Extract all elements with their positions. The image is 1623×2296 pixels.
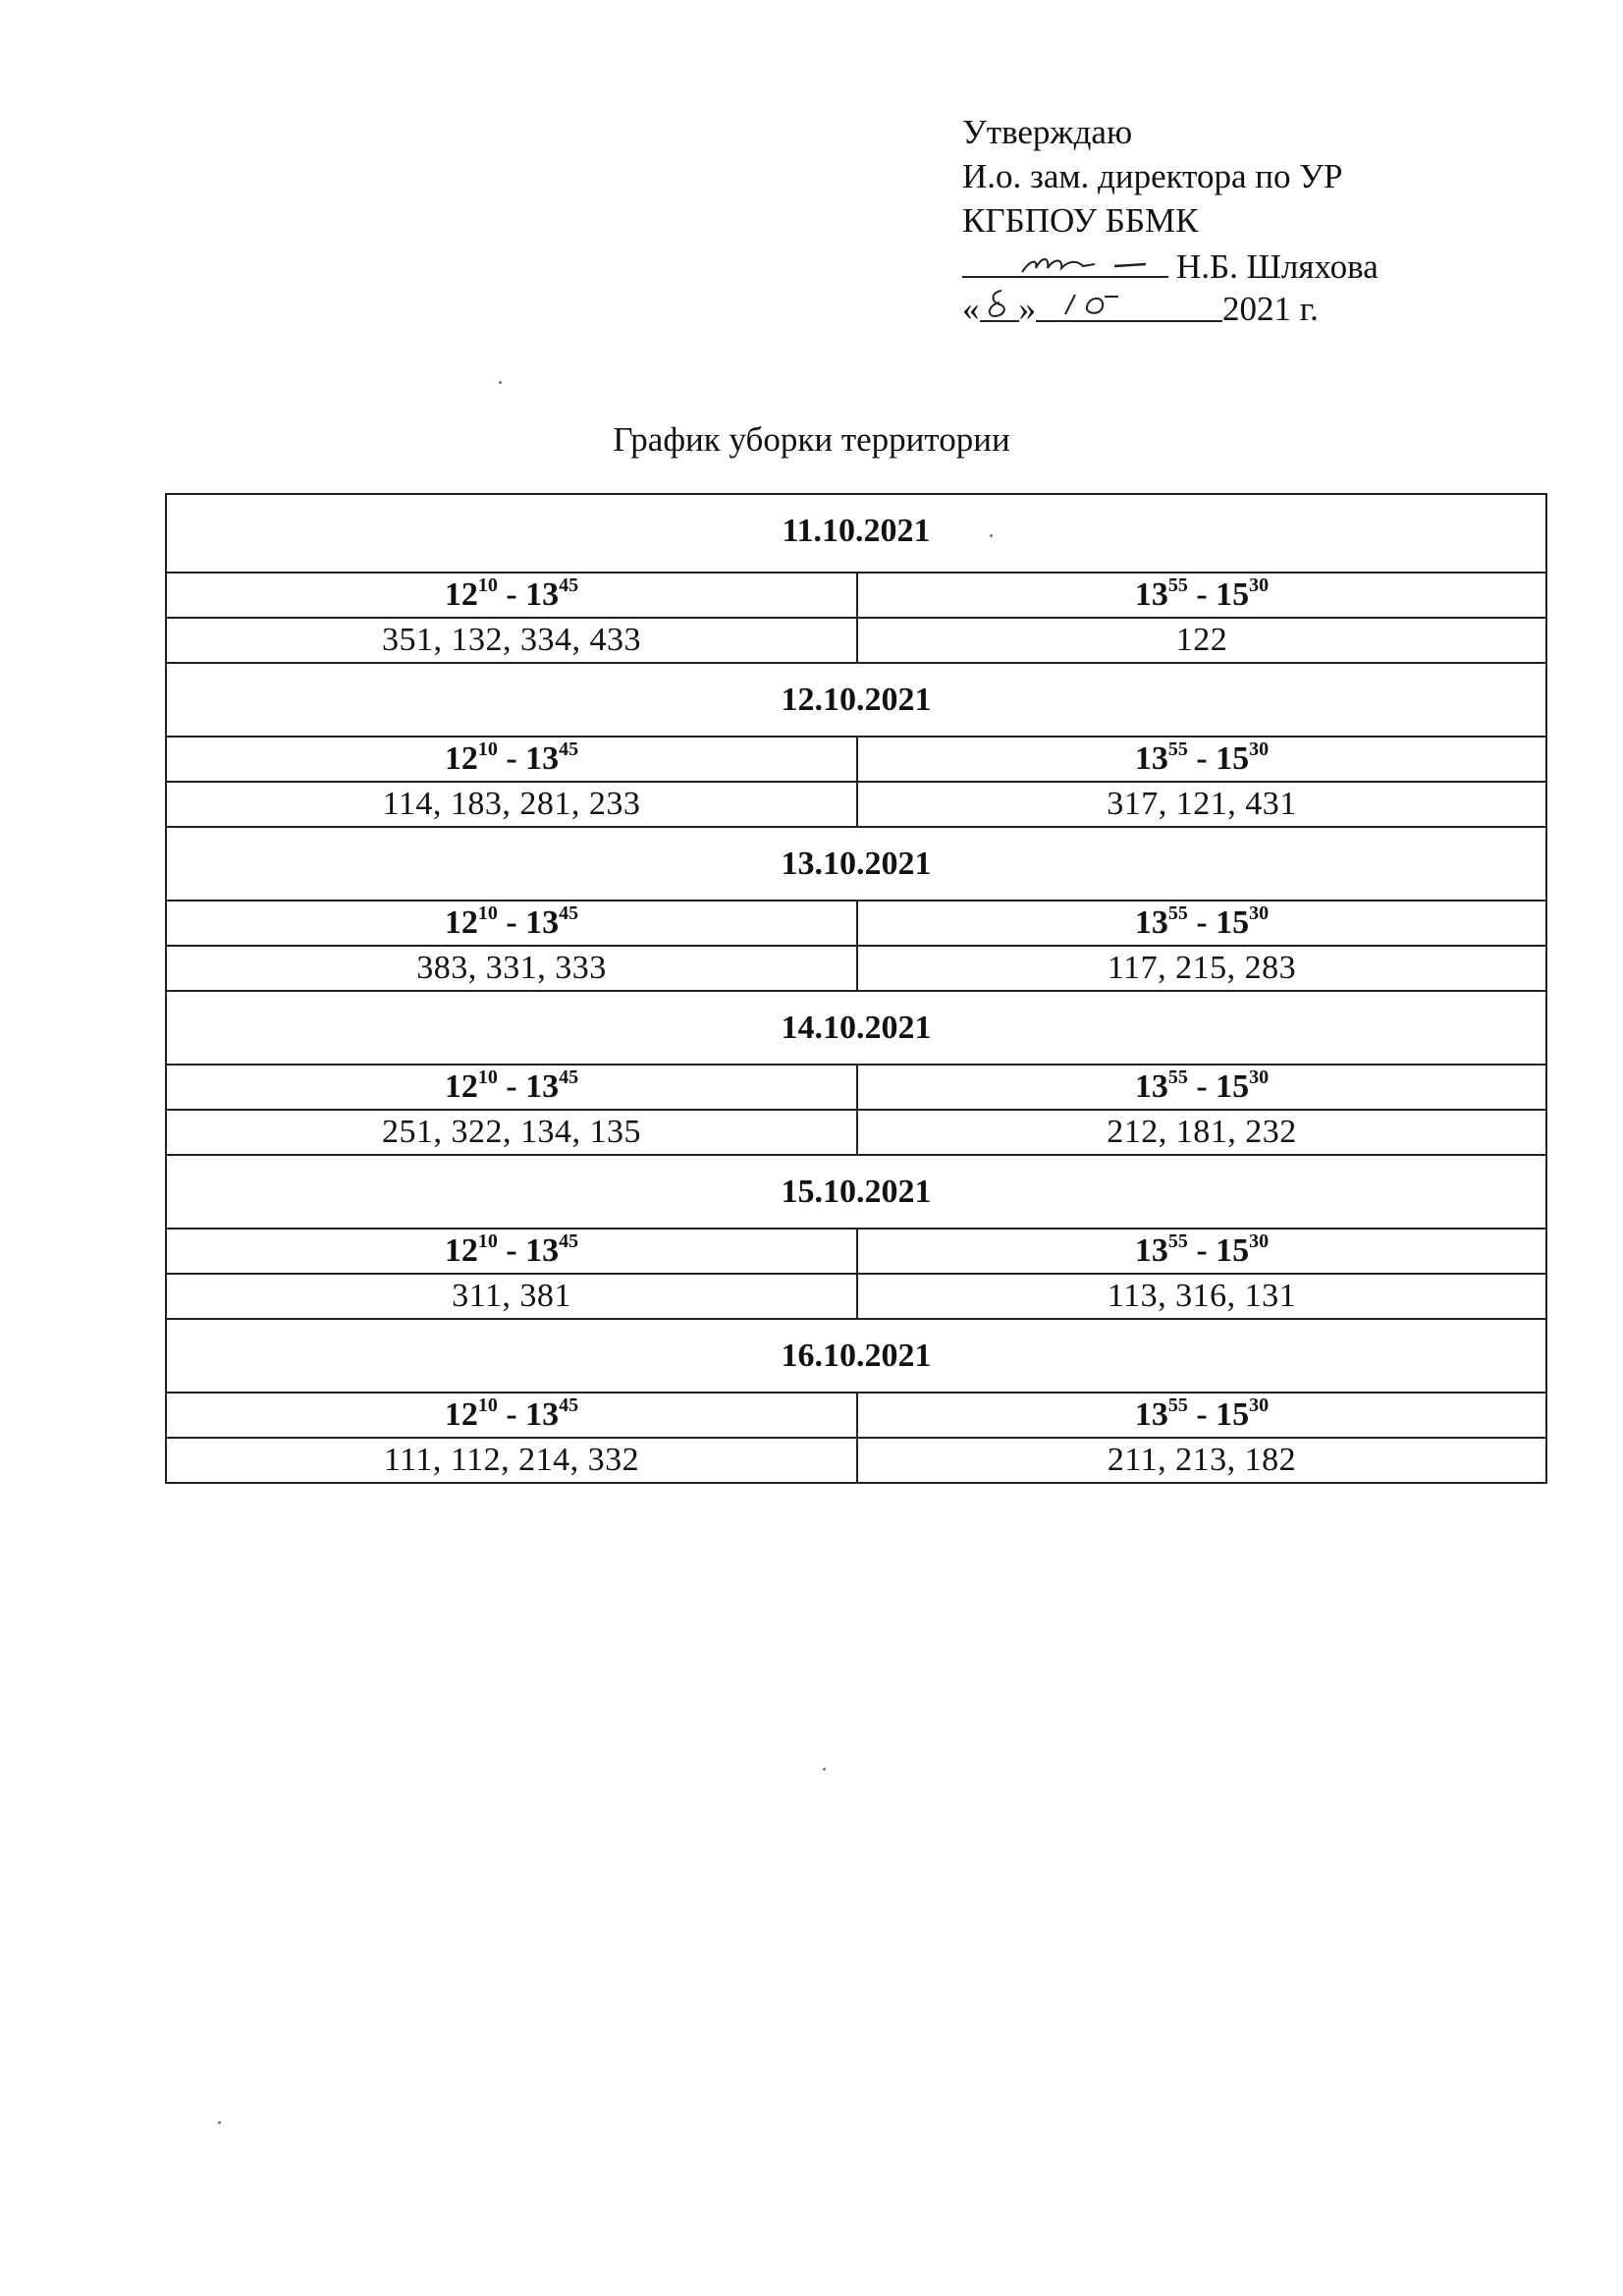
first-groups: 383, 331, 333	[416, 950, 607, 986]
time-slot-first: $12^{10} - 13^{45}$	[444, 902, 579, 941]
time-slot-second: $13^{55} - 15^{30}$	[856, 1230, 1545, 1273]
time-slots-row	[167, 574, 1545, 619]
day-date: 11.10.2021	[167, 495, 1545, 574]
groups-row	[167, 1275, 1545, 1318]
schedule-day	[165, 990, 1547, 1154]
first-groups: 251, 322, 134, 135	[382, 1114, 641, 1150]
page-title: График уборки территории	[613, 420, 1010, 459]
second-groups: 122	[856, 619, 1545, 662]
first-groups: 311, 381	[452, 1278, 571, 1314]
institution-name: КГБПОУ ББМК	[962, 201, 1199, 240]
day-date: 12.10.2021	[167, 664, 1545, 738]
day-date: 13.10.2021	[167, 828, 1545, 902]
time-slot-first: $12^{10} - 13^{45}$	[444, 738, 579, 777]
first-groups: 351, 132, 334, 433	[382, 622, 641, 658]
second-groups: 113, 316, 131	[856, 1275, 1545, 1318]
time-slots-row	[167, 738, 1545, 783]
time-slot-second: $13^{55} - 15^{30}$	[856, 574, 1545, 617]
schedule-day	[165, 1318, 1547, 1484]
groups-row	[167, 619, 1545, 662]
approval-block	[962, 110, 1379, 331]
schedule-day	[165, 1154, 1547, 1318]
approval-date	[962, 287, 1379, 331]
time-slots-row	[167, 1230, 1545, 1275]
schedule-day	[165, 826, 1547, 990]
date-close-quote: »	[1018, 290, 1036, 328]
groups-row	[167, 947, 1545, 990]
first-groups: 111, 112, 214, 332	[383, 1442, 640, 1478]
first-groups: 114, 183, 281, 233	[382, 786, 641, 822]
time-slots-row	[167, 902, 1545, 947]
date-year: 2021 г.	[1222, 290, 1319, 328]
time-slot-second: $13^{55} - 15^{30}$	[856, 902, 1545, 945]
date-day	[980, 287, 1019, 322]
groups-row	[167, 783, 1545, 826]
signatory-name: Н.Б. Шляхова	[1176, 247, 1379, 286]
time-slots-row	[167, 1394, 1545, 1439]
time-slots-row	[167, 1066, 1545, 1111]
groups-row	[167, 1111, 1545, 1154]
schedule-day	[165, 493, 1547, 662]
day-date: 14.10.2021	[167, 992, 1545, 1066]
signature-line	[962, 243, 1379, 287]
signature-icon	[962, 243, 1168, 278]
second-groups: 317, 121, 431	[856, 783, 1545, 826]
time-slot-first: $12^{10} - 13^{45}$	[444, 574, 579, 613]
second-groups: 212, 181, 232	[856, 1111, 1545, 1154]
schedule-table	[165, 493, 1547, 1484]
groups-row	[167, 1439, 1545, 1482]
time-slot-second: $13^{55} - 15^{30}$	[856, 1394, 1545, 1437]
approver-position: И.о. зам. директора по УР	[962, 157, 1343, 195]
time-slot-second: $13^{55} - 15^{30}$	[856, 738, 1545, 781]
time-slot-first: $12^{10} - 13^{45}$	[444, 1394, 579, 1433]
time-slot-first: $12^{10} - 13^{45}$	[444, 1066, 579, 1105]
date-month	[1036, 287, 1222, 322]
time-slot-second: $13^{55} - 15^{30}$	[856, 1066, 1545, 1109]
day-date: 15.10.2021	[167, 1156, 1545, 1230]
second-groups: 211, 213, 182	[856, 1439, 1545, 1482]
schedule-day	[165, 662, 1547, 826]
approval-heading: Утверждаю	[962, 113, 1133, 151]
date-open-quote: «	[962, 290, 980, 328]
time-slot-first: $12^{10} - 13^{45}$	[444, 1230, 579, 1269]
day-date: 16.10.2021	[167, 1320, 1545, 1394]
second-groups: 117, 215, 283	[856, 947, 1545, 990]
